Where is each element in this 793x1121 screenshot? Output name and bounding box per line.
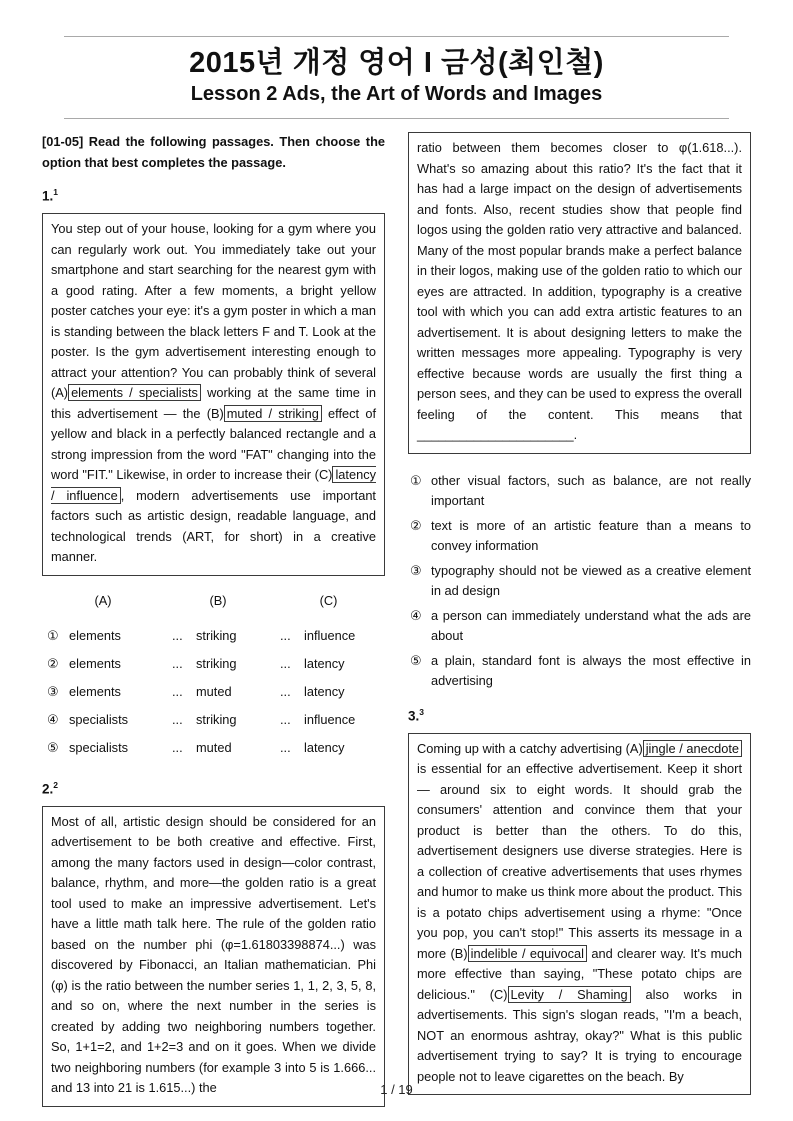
option-number: ① bbox=[410, 472, 422, 488]
option-a-word: elements bbox=[69, 628, 121, 644]
option-c-word: latency bbox=[304, 684, 345, 700]
answer-row bbox=[42, 710, 385, 731]
answer-table bbox=[42, 591, 385, 759]
column-header-b: (B) bbox=[209, 592, 227, 608]
question-3-passage bbox=[408, 733, 751, 1096]
instructions: [01-05] Read the following passages. Then choose the option that best completes the passage. bbox=[42, 134, 385, 170]
answer-table-header bbox=[42, 591, 385, 612]
ellipsis: ... bbox=[172, 656, 183, 672]
passage-segment: Coming up with a catchy advertising (A) bbox=[417, 740, 643, 756]
option-c-word: latency bbox=[304, 740, 345, 756]
passage-segment: working at the same time in this advertisement — the (B) bbox=[51, 385, 376, 421]
ellipsis: ... bbox=[172, 712, 183, 728]
question-1-superscript: 1 bbox=[53, 187, 58, 198]
question-2-passage-part1: Most of all, artistic design should be considered for an advertisement to be both creative and effective. First, among the many factors used in design—color contrast, balance, rhythm, and more—the golden ratio is a great tool used to make an impressive advertisement. Let's have a little math talk here. The rule of the golden ratio based on the number phi (φ=1.61803398874...) was discovered by Fibonacci, an Italian mathematician. Phi (φ) is the ratio between the number series 1, 1, 2, 3, 5, 8, and so on, where the next number in the series is created by adding two neighboring numbers together. So, 1+1=2, and 1+2=3 and on it goes. When we divide two neighboring numbers (for example 3 into 5 is 1.666... and 13 into 21 is 1.615...) the bbox=[42, 806, 385, 1107]
page-number: 1 / 19 bbox=[380, 1082, 413, 1097]
option-text: a person can immediately understand what the ads are about bbox=[431, 607, 751, 644]
option-text: text is more of an artistic feature than a means to convey information bbox=[431, 517, 751, 554]
answer-row bbox=[42, 738, 385, 759]
ellipsis: ... bbox=[280, 628, 291, 644]
page-subtitle: Lesson 2 Ads, the Art of Words and Images bbox=[190, 83, 603, 106]
answer-row bbox=[42, 682, 385, 703]
option-c-word: influence bbox=[304, 712, 356, 728]
question-3-superscript: 3 bbox=[419, 706, 424, 717]
passage-segment: effect of yellow and black in a perfectly balanced rectangle and a strong impression from the word "FAT" changing into the word "FIT." Likewise, in order to increase their (C) bbox=[51, 405, 376, 483]
right-column bbox=[408, 132, 751, 1107]
option-number: ⑤ bbox=[410, 652, 422, 668]
option-item bbox=[408, 606, 751, 647]
column-header-a: (A) bbox=[94, 592, 112, 608]
passage-segment: also works in advertisements. This sign's slogan reads, "I'm a beach, NOT an enormous ashtray, okay?" What is this public advertisement trying to say? It is trying to encourage people not to leave cigarettes on the beach. By bbox=[417, 986, 742, 1084]
option-number: ④ bbox=[47, 712, 59, 728]
option-item bbox=[408, 471, 751, 512]
option-b-word: striking bbox=[196, 656, 237, 672]
document-header bbox=[0, 37, 793, 118]
passage-segment: and clearer way. It's much more effective than saying, "These potato chips are delicious." (C) bbox=[417, 945, 742, 1002]
option-number: ② bbox=[410, 517, 422, 533]
option-number: ⑤ bbox=[47, 740, 59, 756]
option-a-word: specialists bbox=[69, 712, 129, 728]
question-2-number: 2. bbox=[42, 781, 54, 797]
option-text: other visual factors, such as balance, are not really important bbox=[431, 472, 751, 509]
word-choice-box-a: jingle / anecdote bbox=[643, 740, 742, 757]
question-1-number: 1. bbox=[42, 188, 54, 204]
option-text: typography should not be viewed as a creative element in ad design bbox=[431, 562, 751, 599]
passage-segment: , modern advertisements use important factors such as artistic design, readable language, and technological trends (ART, for short) in a creative manner. bbox=[51, 487, 376, 565]
passage-segment: You step out of your house, looking for a gym where you can regularly work out. You immediately take out your smartphone and start searching for the nearest gym with a good rating. After a few moments, a bright yellow poster catches your eye: it's a gym poster in which a man is standing between the black letters F and T. Look at the poster. Is the gym advertisement interesting enough to attract your attention? You can probably think of several (A) bbox=[51, 221, 376, 401]
option-number: ① bbox=[47, 628, 59, 644]
passage-segment: is essential for an effective advertisement. Keep it short — around six to eight words. It should grab the consumers' attention and convince them that your product is better than the others. To do this, advertisement designers use diverse strategies. Here is a collection of creative advertisements that uses rhymes and humor to make us think more about the product. This is a potato chips advertisement using a rhyme: "Once you pop, you can't stop!" This asserts its message in a more (B) bbox=[417, 761, 742, 961]
option-b-word: muted bbox=[196, 740, 232, 756]
question-1-label bbox=[42, 182, 385, 207]
page-title: 2015년 개정 영어 I 금성(최인철) bbox=[189, 47, 604, 79]
option-a-word: elements bbox=[69, 684, 121, 700]
column-header-c: (C) bbox=[319, 592, 338, 608]
ellipsis: ... bbox=[280, 740, 291, 756]
ellipsis: ... bbox=[172, 684, 183, 700]
ellipsis: ... bbox=[172, 628, 183, 644]
option-item bbox=[408, 516, 751, 557]
option-b-word: muted bbox=[196, 684, 232, 700]
option-item bbox=[408, 561, 751, 602]
word-choice-box-b: muted / striking bbox=[224, 405, 322, 422]
option-c-word: influence bbox=[304, 628, 356, 644]
answer-row bbox=[42, 626, 385, 647]
question-2-options bbox=[408, 471, 751, 692]
option-c-word: latency bbox=[304, 656, 345, 672]
word-choice-box-a: elements / specialists bbox=[68, 384, 201, 401]
word-choice-box-c: Levity / Shaming bbox=[508, 986, 631, 1003]
content-columns bbox=[0, 119, 793, 1107]
question-2-passage-part2: ratio between them becomes closer to φ(1.618...). What's so amazing about this ratio? It's the fact that it has had a large impact on the design of advertisements and fonts. Also, recent studies show that people find logos using the golden ratio very attractive and balanced. Many of the most popular brands make a perfect balance in their logos, making use of the golden ratio to which our eyes are attracted. In addition, typography is a creative tool with which you can add extra artistic features to an advertisement. It is about designing letters to make the written messages more appealing. Typography is very effective because words are usually the first thing a person sees, and they can be used to express the overall feeling of the content. This means that ______________________. bbox=[408, 132, 751, 454]
question-2-label bbox=[42, 775, 385, 800]
option-a-word: specialists bbox=[69, 740, 129, 756]
question-2-superscript: 2 bbox=[53, 779, 58, 790]
option-number: ③ bbox=[410, 562, 422, 578]
question-3-number: 3. bbox=[408, 708, 420, 724]
question-3-label bbox=[408, 702, 751, 727]
option-b-word: striking bbox=[196, 628, 237, 644]
option-item bbox=[408, 651, 751, 692]
option-number: ④ bbox=[410, 607, 422, 623]
option-a-word: elements bbox=[69, 656, 121, 672]
ellipsis: ... bbox=[280, 656, 291, 672]
option-number: ③ bbox=[47, 684, 59, 700]
word-choice-box-b: indelible / equivocal bbox=[468, 945, 587, 962]
ellipsis: ... bbox=[172, 740, 183, 756]
option-b-word: striking bbox=[196, 712, 237, 728]
option-number: ② bbox=[47, 656, 59, 672]
word-choice-box-c: latency / influence bbox=[51, 467, 376, 503]
ellipsis: ... bbox=[280, 712, 291, 728]
answer-row bbox=[42, 654, 385, 675]
question-1-passage bbox=[42, 213, 385, 576]
left-column bbox=[42, 132, 385, 1107]
option-text: a plain, standard font is always the most effective in advertising bbox=[431, 652, 751, 689]
ellipsis: ... bbox=[280, 684, 291, 700]
